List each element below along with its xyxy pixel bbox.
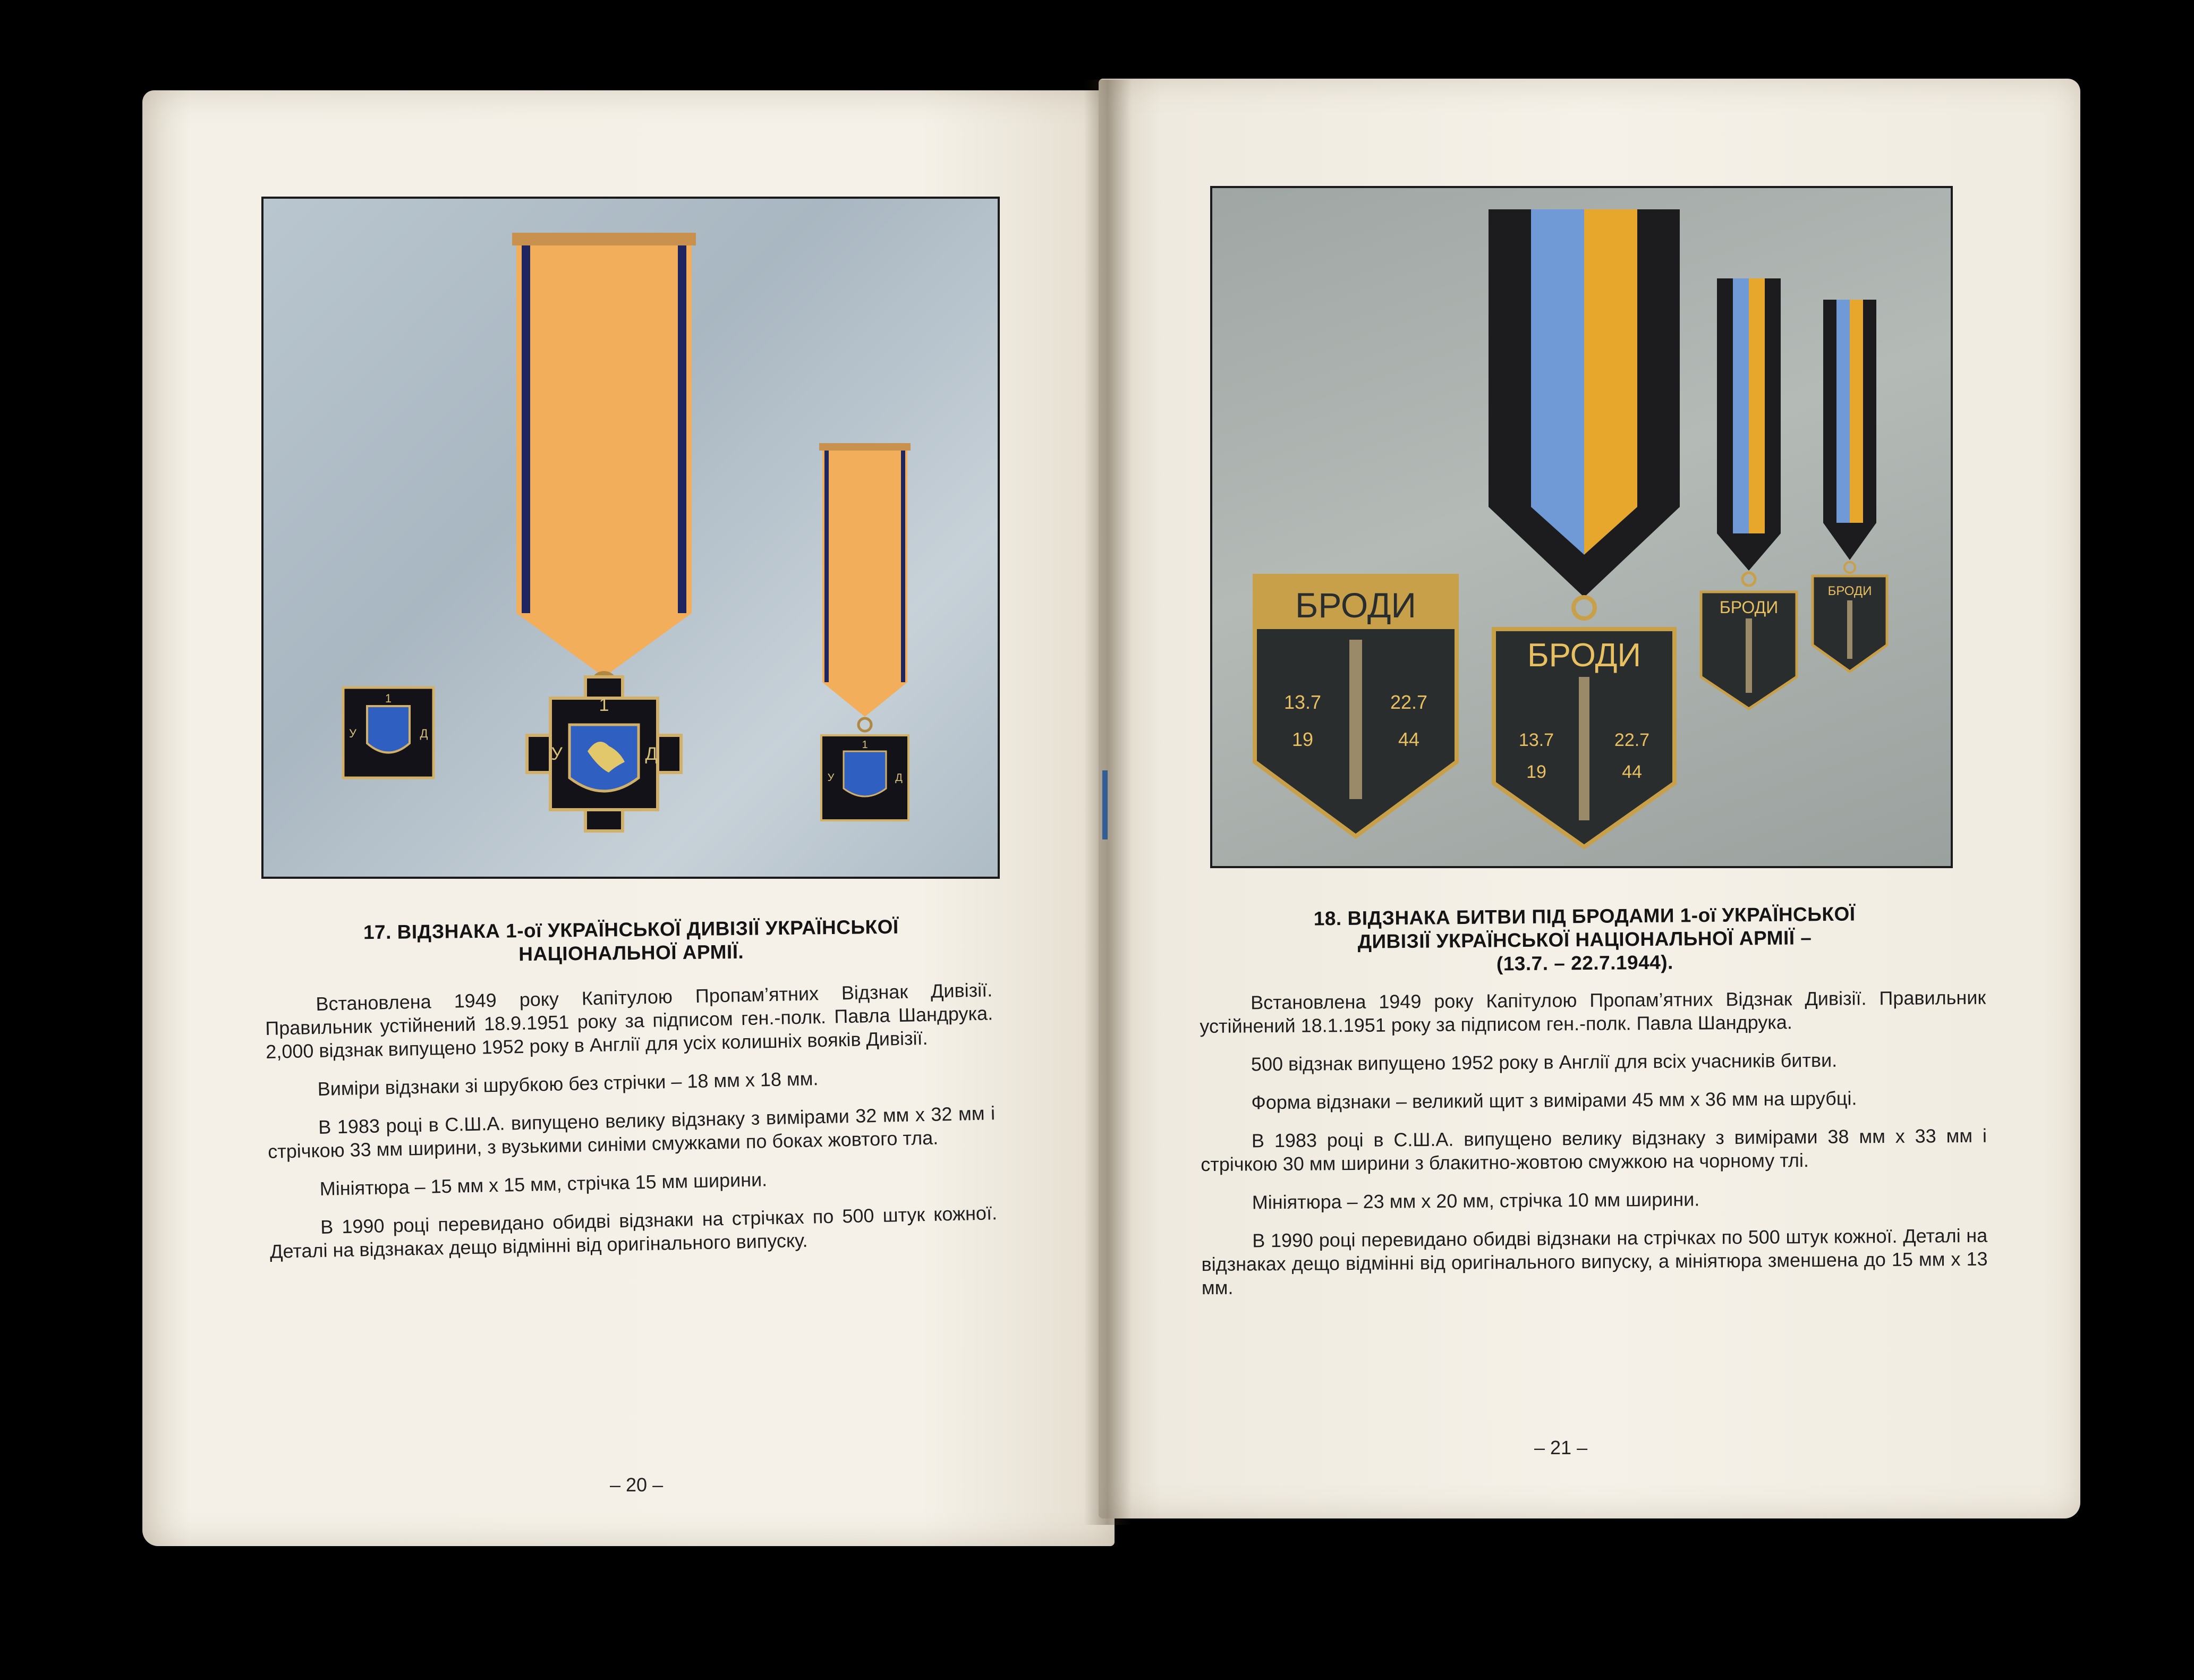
small-pin-medal [343, 688, 433, 778]
paragraph: В 1983 році в С.Ш.А. випущено велику відзнаку з вимірами 38 мм х 33 мм і стрічкою 30 мм ширини з блакитно-жовтою смужкою на чорному тлі. [1201, 1124, 1987, 1175]
paragraph: Встановлена 1949 року Капітулою Пропам’ятних Відзнак Дивізії. Правильник устійнений 18.1.1951 року за підписом ген.-полк. Павла Шандрука. [1200, 986, 1986, 1037]
paragraph: В 1983 році в С.Ш.А. випущено велику відзнаку з вимірами 32 мм х 32 мм і стрічкою 33 мм ширини, з вузькими синіми смужками по боках жовтого тла. [267, 1102, 996, 1163]
description-medal-18 [1200, 986, 1988, 1314]
division-medals-illustration [263, 199, 998, 877]
medium-miniature-ring [1742, 573, 1755, 586]
medium-miniature-shield [1701, 592, 1797, 709]
medal-photo-brody [1210, 186, 1953, 868]
large-ribbon [1489, 209, 1680, 597]
caption-medal-18 [1194, 902, 1975, 979]
caption-line-1: 18. ВІДЗНАКА БИТВИ ПІД БРОДАМИ 1-ої УКРАЇНСЬКОЇ [1313, 903, 1856, 930]
page-number-left: – 20 – [610, 1474, 664, 1496]
pin-shield-date-2: 22.7 [1390, 691, 1428, 713]
miniature-ribbon [819, 443, 911, 717]
large-shield-medal [1494, 629, 1674, 847]
large-shield-year-2: 44 [1622, 762, 1642, 782]
paragraph: Виміри відзнаки зі шрубкою без стрічки – 18 мм х 18 мм. [317, 1067, 819, 1100]
medium-miniature-ribbon [1717, 278, 1781, 571]
small-miniature-ring [1844, 562, 1855, 573]
mini-medal-top-label: 1 [862, 739, 868, 751]
large-cross-medal [527, 677, 681, 831]
caption-medal-17 [259, 914, 1004, 969]
right-page [1099, 79, 2080, 1518]
miniature-ring [858, 718, 871, 731]
large-medal-left-label: У [551, 744, 563, 764]
brody-medals-illustration [1212, 188, 1951, 866]
small-miniature-ribbon [1823, 300, 1876, 560]
large-shield-date-2: 22.7 [1614, 730, 1650, 750]
pin-shield-year-2: 44 [1398, 728, 1420, 750]
large-ribbon [512, 233, 696, 677]
medal-photo-division [261, 197, 1000, 879]
large-shield-title: БРОДИ [1527, 637, 1642, 674]
paragraph: Мініятюра – 15 мм х 15 мм, стрічка 15 мм ширини. [319, 1168, 768, 1200]
book-gutter-shadow [1084, 80, 1132, 1525]
paragraph: В 1990 році перевидано обидві відзнаки на стрічках по 500 штук кожної. Деталі на відзнаках дещо відмінні від оригінального випуску, а мініятюра зменшена до 15 мм х 13 мм. [1201, 1224, 1988, 1299]
mini-medal-right-label: Д [895, 772, 903, 784]
pin-medal-left-label: У [349, 727, 356, 740]
small-miniature-title: БРОДИ [1827, 584, 1872, 598]
paragraph: Мініятюра – 23 мм х 20 мм, стрічка 10 мм ширини. [1252, 1188, 1700, 1214]
pin-shield-medal [1255, 576, 1457, 836]
caption-line-1: 17. ВІДЗНАКА 1-ої УКРАЇНСЬКОЇ ДИВІЗІЇ УКРАЇНСЬКОЇ [363, 915, 899, 944]
paragraph: В 1990 році перевидано обидві відзнаки на стрічках по 500 штук кожної. Деталі на відзнаках дещо відмінні від оригінального випуску. [269, 1202, 998, 1262]
description-medal-17 [265, 978, 998, 1278]
small-miniature-shield [1813, 576, 1887, 672]
pin-medal-right-label: Д [420, 727, 428, 740]
large-medal-top-label: 1 [599, 695, 609, 715]
mini-medal-left-label: У [827, 772, 835, 784]
page-number-right: – 21 – [1534, 1437, 1588, 1458]
caption-line-2: ДИВІЗІЇ УКРАЇНСЬКОЇ НАЦІОНАЛЬНОЇ АРМІЇ – [1357, 927, 1812, 953]
pin-medal-top-label: 1 [385, 692, 392, 705]
pin-shield-year-1: 19 [1291, 728, 1314, 750]
paragraph: 500 відзнак випущено 1952 року в Англії для всіх учасників битви. [1251, 1049, 1838, 1075]
paragraph: Форма відзнаки – великий щит з вимірами 45 мм х 36 мм на шрубці. [1251, 1087, 1857, 1114]
left-page [142, 90, 1115, 1546]
pin-shield-date-1: 13.7 [1283, 691, 1322, 713]
medium-miniature-title: БРОДИ [1719, 598, 1779, 617]
large-shield-date-1: 13.7 [1518, 730, 1554, 750]
pin-shield-title: БРОДИ [1295, 586, 1416, 625]
paragraph: Встановлена 1949 року Капітулою Пропам’ятних Відзнак Дивізії. Правильник устійнений 18.9.1951 року за підписом ген.-полк. Павла Шандрука. 2,000 відзнак випущено 1952 року в Англії для усіх колишніх вояків Дивізії. [265, 979, 993, 1063]
caption-line-3: (13.7. – 22.7.1944). [1496, 951, 1674, 975]
large-ring [1574, 597, 1595, 618]
miniature-cross-medal [821, 735, 908, 820]
caption-line-2: НАЦІОНАЛЬНОЇ АРМІЇ. [518, 940, 744, 965]
large-medal-right-label: Д [645, 744, 658, 764]
large-shield-year-1: 19 [1526, 762, 1546, 782]
